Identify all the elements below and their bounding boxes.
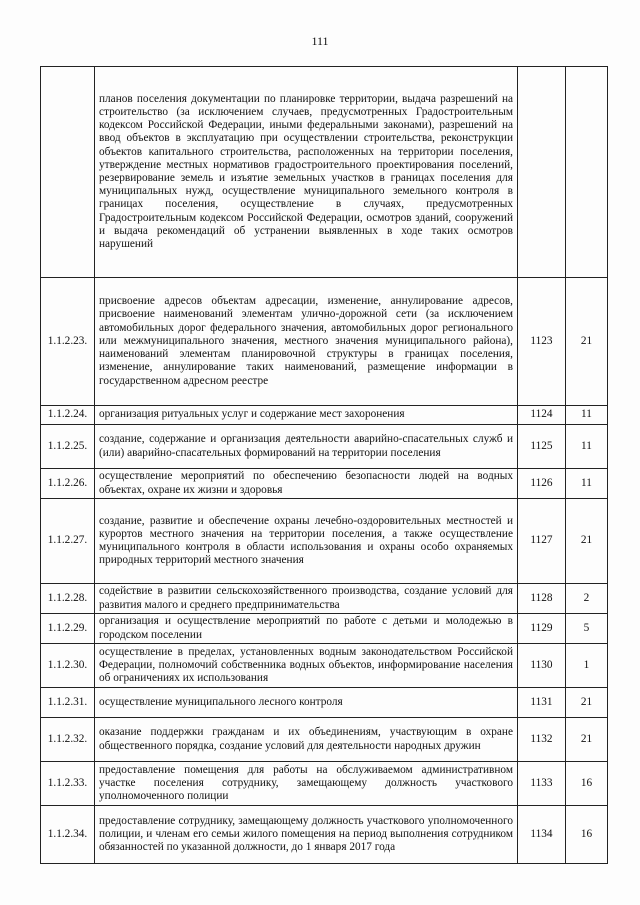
row-number: 1127 [518, 499, 566, 584]
row-code: 1.1.2.30. [41, 644, 95, 688]
row-code: 1.1.2.29. [41, 614, 95, 644]
row-code: 1.1.2.33. [41, 762, 95, 806]
table-row [41, 718, 608, 762]
row-value: 11 [566, 425, 608, 469]
row-text: оказание поддержки гражданам и их объединениям, участвующим в охране общественного порядка, создание условий для деятельности народных дружин [95, 718, 518, 762]
row-number: 1124 [518, 406, 566, 425]
row-text: осуществление мероприятий по обеспечению безопасности людей на водных объектах, охране их жизни и здоровья [95, 469, 518, 499]
row-number: 1132 [518, 718, 566, 762]
row-value: 21 [566, 278, 608, 406]
row-number: 1123 [518, 278, 566, 406]
page-number: 111 [311, 34, 329, 48]
table-row [41, 499, 608, 584]
row-number: 1129 [518, 614, 566, 644]
row-code: 1.1.2.24. [41, 406, 95, 425]
table-row [41, 406, 608, 425]
row-text: создание, содержание и организация деятельности аварийно-спасательных служб и (или) аварийно-спасательных формирований на территории поселения [95, 425, 518, 469]
row-value [566, 67, 608, 278]
row-number: 1128 [518, 584, 566, 614]
row-value: 16 [566, 762, 608, 806]
table-row [41, 762, 608, 806]
row-code: 1.1.2.32. [41, 718, 95, 762]
table-row [41, 614, 608, 644]
table-row [41, 425, 608, 469]
row-value: 21 [566, 688, 608, 718]
row-code: 1.1.2.31. [41, 688, 95, 718]
row-text: осуществление муниципального лесного контроля [95, 688, 518, 718]
row-number: 1130 [518, 644, 566, 688]
row-number: 1133 [518, 762, 566, 806]
row-text: организация ритуальных услуг и содержание мест захоронения [95, 406, 518, 425]
row-value: 21 [566, 499, 608, 584]
row-text: создание, развитие и обеспечение охраны лечебно-оздоровительных местностей и курортов местного значения на территории поселения, а также осуществление муниципального контроля в области использования и охраны особо охраняемых природных территорий местного значения [95, 499, 518, 584]
powers-table [40, 66, 608, 864]
row-text: предоставление помещения для работы на обслуживаемом административном участке поселения сотруднику, замещающему должность участкового уполномоченного полиции [95, 762, 518, 806]
table-row [41, 584, 608, 614]
row-text: планов поселения документации по планировке территории, выдача разрешений на строительство (за исключением случаев, предусмотренных Градостроительным кодексом Российской Федерации, иными федеральными законами), разрешений на ввод объектов в эксплуатацию при осуществлении строительства, реконструкции объектов капитального строительства, расположенных на территории поселения, утверждение местных нормативов градостроительного проектирования поселений, резервирование земель и изъятие земельных участков в границах поселения для муниципальных нужд, осуществление муниципального земельного контроля в границах поселения, осуществление в случаях, предусмотренных Градостроительным кодексом Российской Федерации, осмотров зданий, сооружений и выдача рекомендаций об устранении выявленных в ходе таких осмотров нарушений [95, 67, 518, 278]
row-number: 1126 [518, 469, 566, 499]
row-text: содействие в развитии сельскохозяйственного производства, создание условий для развития малого и среднего предпринимательства [95, 584, 518, 614]
row-code: 1.1.2.23. [41, 278, 95, 406]
row-value: 5 [566, 614, 608, 644]
row-number: 1125 [518, 425, 566, 469]
row-number: 1131 [518, 688, 566, 718]
table-row [41, 644, 608, 688]
row-value: 1 [566, 644, 608, 688]
row-value: 21 [566, 718, 608, 762]
row-number: 1134 [518, 806, 566, 864]
row-value: 2 [566, 584, 608, 614]
row-text: предоставление сотруднику, замещающему должность участкового уполномоченного полиции, и членам его семьи жилого помещения на период выполнения сотрудником обязанностей по указанной должности, до 1 января 2017 года [95, 806, 518, 864]
table-row [41, 469, 608, 499]
row-code: 1.1.2.27. [41, 499, 95, 584]
row-code: 1.1.2.25. [41, 425, 95, 469]
row-code [41, 67, 95, 278]
row-code: 1.1.2.26. [41, 469, 95, 499]
table-row [41, 806, 608, 864]
table-row [41, 688, 608, 718]
row-code: 1.1.2.34. [41, 806, 95, 864]
row-value: 11 [566, 406, 608, 425]
row-text: организация и осуществление мероприятий по работе с детьми и молодежью в городском поселении [95, 614, 518, 644]
row-value: 11 [566, 469, 608, 499]
row-text: осуществление в пределах, установленных водным законодательством Российской Федерации, полномочий собственника водных объектов, информирование населения об ограничениях их использования [95, 644, 518, 688]
table-row [41, 278, 608, 406]
row-value: 16 [566, 806, 608, 864]
table-row [41, 67, 608, 278]
row-number [518, 67, 566, 278]
row-code: 1.1.2.28. [41, 584, 95, 614]
row-text: присвоение адресов объектам адресации, изменение, аннулирование адресов, присвоение наименований элементам улично-дорожной сети (за исключением автомобильных дорог федерального значения, автомобильных дорог регионального или межмуниципального значения, местного значения муниципального района), наименований элементам планировочной структуры в границах поселения, изменение, аннулирование таких наименований, размещение информации в государственном адресном реестре [95, 278, 518, 406]
